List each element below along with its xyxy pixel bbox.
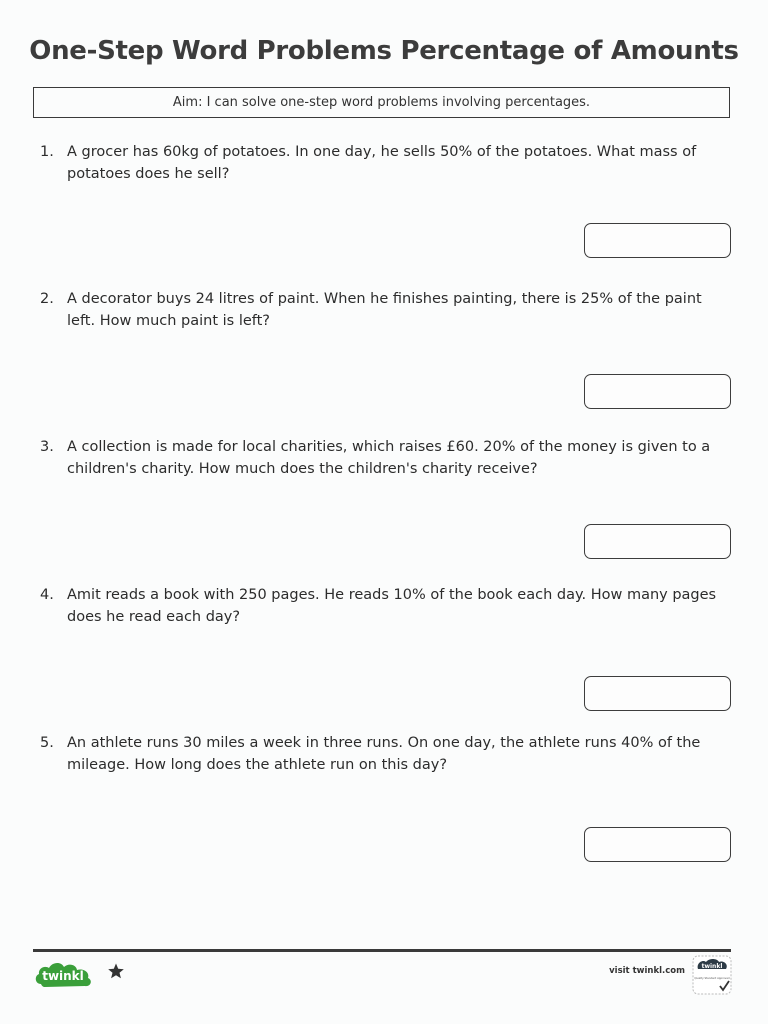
question-1 xyxy=(40,141,720,185)
badge-caption: Quality Standard Approved xyxy=(694,977,730,980)
answer-box-1[interactable] xyxy=(584,223,731,258)
question-number: 4. xyxy=(40,587,54,603)
question-text: Amit reads a book with 250 pages. He reads 10% of the book each day. How many pages does he read each day? xyxy=(67,587,717,625)
logo-text: twinkl xyxy=(42,969,84,983)
quality-badge-icon xyxy=(690,953,734,997)
answer-box-3[interactable] xyxy=(584,524,731,559)
aim-box xyxy=(33,87,730,118)
question-number: 1. xyxy=(40,144,54,160)
aim-text: Aim: I can solve one-step word problems involving percentages. xyxy=(172,95,591,110)
question-5 xyxy=(40,732,720,776)
question-text: A decorator buys 24 litres of paint. When he finishes painting, there is 25% of the paint left. How much paint is left? xyxy=(67,291,702,329)
answer-box-2[interactable] xyxy=(584,374,731,409)
star-icon xyxy=(107,962,125,980)
twinkl-logo[interactable] xyxy=(33,958,95,990)
question-4 xyxy=(40,584,720,628)
answer-box-5[interactable] xyxy=(584,827,731,862)
question-number: 3. xyxy=(40,439,54,455)
visit-link[interactable]: visit twinkl.com xyxy=(609,966,685,976)
page-title: One-Step Word Problems Percentage of Amounts xyxy=(29,36,739,66)
answer-box-4[interactable] xyxy=(584,676,731,711)
question-number: 5. xyxy=(40,735,54,751)
question-3 xyxy=(40,436,720,480)
question-text: An athlete runs 30 miles a week in three runs. On one day, the athlete runs 40% of the mileage. How long does the athlete run on this day? xyxy=(67,735,701,773)
question-2 xyxy=(40,288,720,332)
question-text: A grocer has 60kg of potatoes. In one day, he sells 50% of the potatoes. What mass of potatoes does he sell? xyxy=(67,144,697,182)
footer-divider xyxy=(33,949,731,952)
question-number: 2. xyxy=(40,291,54,307)
badge-logo-text: twinkl xyxy=(701,963,723,970)
question-text: A collection is made for local charities, which raises £60. 20% of the money is given to a children's charity. How much does the children's charity receive? xyxy=(67,439,711,477)
